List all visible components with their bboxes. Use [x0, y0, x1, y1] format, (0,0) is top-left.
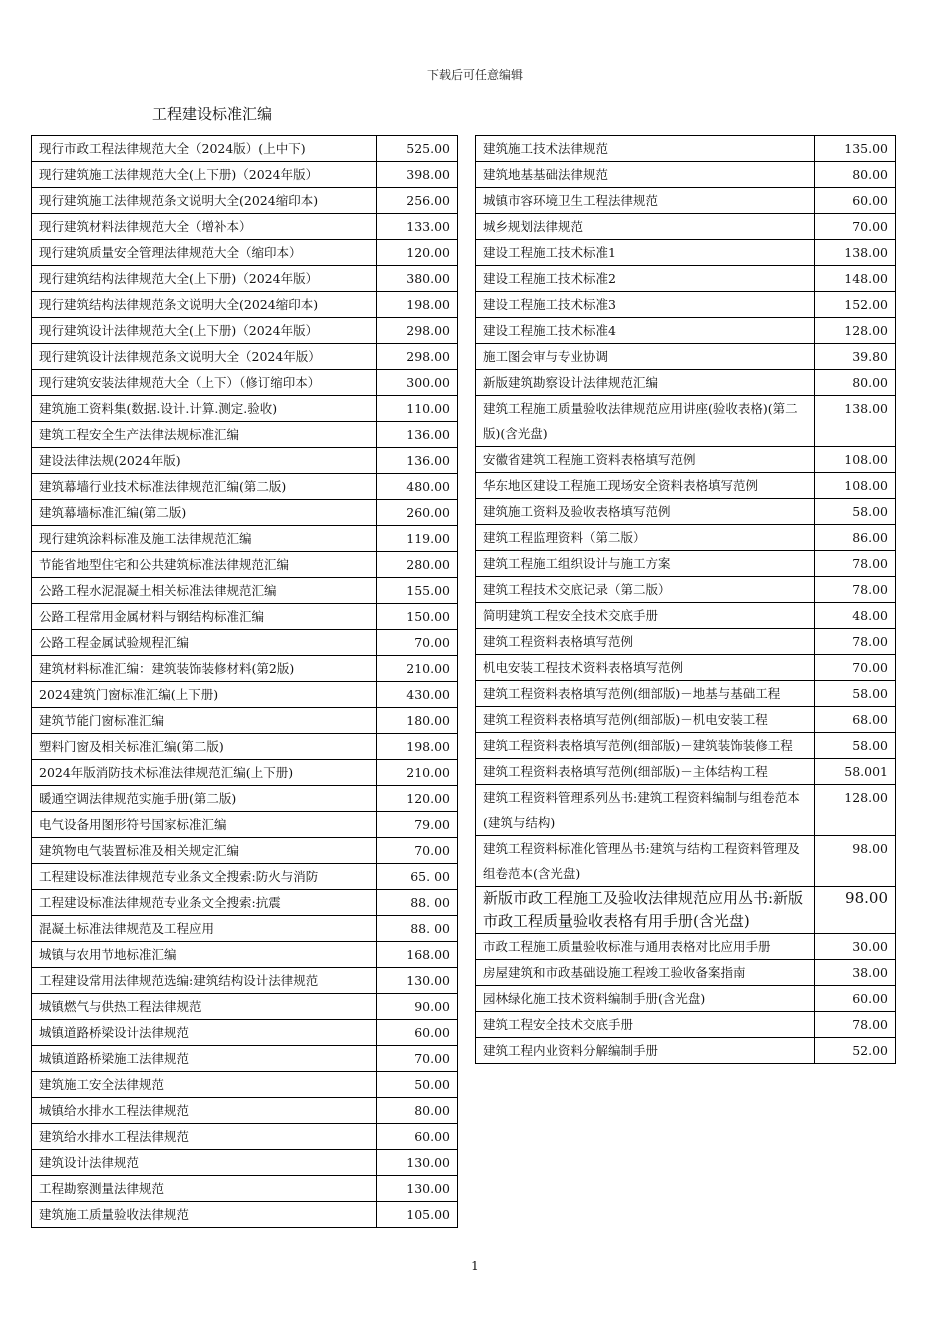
- book-title: 建筑工程资料表格填写范例(细部版)－主体结构工程: [476, 759, 815, 785]
- book-title: 建筑工程施工组织设计与施工方案: [476, 551, 815, 577]
- book-title: 工程建设标准法律规范专业条文全搜索:防火与消防: [32, 864, 377, 890]
- table-row: [32, 682, 458, 708]
- book-price: 68.00: [815, 707, 896, 733]
- book-title: 建筑设计法律规范: [32, 1150, 377, 1176]
- table-row: [32, 734, 458, 760]
- table-row: [32, 318, 458, 344]
- book-price: 60.00: [377, 1020, 458, 1046]
- table-row: [476, 785, 896, 836]
- table-row: [32, 864, 458, 890]
- book-title: 工程建设常用法律规范选编:建筑结构设计法律规范: [32, 968, 377, 994]
- left-price-table: [31, 135, 458, 1228]
- book-price: 70.00: [377, 1046, 458, 1072]
- book-title: 现行建筑施工法律规范大全(上下册)（2024年版）: [32, 162, 377, 188]
- book-title: 现行建筑设计法律规范大全(上下册)（2024年版）: [32, 318, 377, 344]
- book-price: 128.00: [815, 785, 896, 836]
- book-title: 工程建设标准法律规范专业条文全搜索:抗震: [32, 890, 377, 916]
- book-price: 52.00: [815, 1038, 896, 1064]
- header-note: 下载后可任意编辑: [426, 68, 523, 82]
- book-price: 430.00: [377, 682, 458, 708]
- book-title: 现行建筑涂料标准及施工法律规范汇编: [32, 526, 377, 552]
- table-row: [476, 836, 896, 887]
- book-price: 105.00: [377, 1202, 458, 1228]
- book-price: 98.00: [815, 836, 896, 887]
- book-price: 119.00: [377, 526, 458, 552]
- book-price: 70.00: [815, 214, 896, 240]
- document-title: 工程建设标准汇编: [152, 105, 273, 123]
- table-row: [32, 552, 458, 578]
- book-title: 混凝土标准法律规范及工程应用: [32, 916, 377, 942]
- table-row: [32, 968, 458, 994]
- book-price: 120.00: [377, 240, 458, 266]
- table-row: [476, 525, 896, 551]
- table-row: [476, 136, 896, 162]
- book-title: 建筑工程资料表格填写范例(细部版)－机电安装工程: [476, 707, 815, 733]
- book-title: 建设法律法规(2024年版): [32, 448, 377, 474]
- book-price: 480.00: [377, 474, 458, 500]
- table-row: [32, 1098, 458, 1124]
- book-price: 298.00: [377, 318, 458, 344]
- book-price: 98.00: [815, 887, 896, 934]
- table-row: [32, 656, 458, 682]
- book-title: 建筑工程资料表格填写范例(细部版)－地基与基础工程: [476, 681, 815, 707]
- book-price: 80.00: [815, 370, 896, 396]
- book-title: 建筑工程资料管理系列丛书:建筑工程资料编制与组卷范本(建筑与结构): [476, 785, 815, 836]
- page-number: 1: [471, 1259, 479, 1273]
- book-title: 安徽省建筑工程施工资料表格填写范例: [476, 447, 815, 473]
- table-row: [476, 318, 896, 344]
- table-row: [32, 604, 458, 630]
- book-price: 60.00: [377, 1124, 458, 1150]
- book-title: 城镇与农用节地标准汇编: [32, 942, 377, 968]
- table-row: [32, 422, 458, 448]
- book-title: 现行市政工程法律规范大全（2024版）(上中下): [32, 136, 377, 162]
- book-price: 398.00: [377, 162, 458, 188]
- book-price: 300.00: [377, 370, 458, 396]
- book-title: 建设工程施工技术标准3: [476, 292, 815, 318]
- book-price: 133.00: [377, 214, 458, 240]
- book-title: 建筑工程内业资料分解编制手册: [476, 1038, 815, 1064]
- book-price: 256.00: [377, 188, 458, 214]
- book-title: 建筑给水排水工程法律规范: [32, 1124, 377, 1150]
- table-row: [476, 577, 896, 603]
- table-row: [32, 1072, 458, 1098]
- book-title: 城镇市容环境卫生工程法律规范: [476, 188, 815, 214]
- book-price: 79.00: [377, 812, 458, 838]
- book-title: 公路工程水泥混凝土相关标准法律规范汇编: [32, 578, 377, 604]
- table-row: [32, 292, 458, 318]
- right-price-table: [475, 135, 896, 1064]
- table-row: [32, 240, 458, 266]
- book-price: 130.00: [377, 968, 458, 994]
- book-price: 58.001: [815, 759, 896, 785]
- table-row: [476, 292, 896, 318]
- book-price: 58.00: [815, 681, 896, 707]
- book-price: 136.00: [377, 422, 458, 448]
- book-price: 138.00: [815, 396, 896, 447]
- table-row: [476, 681, 896, 707]
- book-title: 工程勘察测量法律规范: [32, 1176, 377, 1202]
- book-title: 建筑施工资料集(数据.设计.计算.测定.验收): [32, 396, 377, 422]
- table-row: [476, 986, 896, 1012]
- book-title: 建筑幕墙标准汇编(第二版): [32, 500, 377, 526]
- table-row: [476, 960, 896, 986]
- book-title: 建设工程施工技术标准1: [476, 240, 815, 266]
- table-row: [476, 759, 896, 785]
- table-row: [32, 838, 458, 864]
- book-price: 525.00: [377, 136, 458, 162]
- book-title: 简明建筑工程安全技术交底手册: [476, 603, 815, 629]
- book-title: 现行建筑质量安全管理法律规范大全（缩印本）: [32, 240, 377, 266]
- book-price: 180.00: [377, 708, 458, 734]
- table-row: [476, 499, 896, 525]
- book-price: 380.00: [377, 266, 458, 292]
- book-title: 公路工程金属试验规程汇编: [32, 630, 377, 656]
- table-row: [476, 1012, 896, 1038]
- book-price: 136.00: [377, 448, 458, 474]
- book-price: 108.00: [815, 473, 896, 499]
- book-title: 建筑施工技术法律规范: [476, 136, 815, 162]
- book-price: 65. 00: [377, 864, 458, 890]
- book-title: 现行建筑结构法律规范条文说明大全(2024缩印本): [32, 292, 377, 318]
- table-row: [32, 500, 458, 526]
- book-title: 塑料门窗及相关标准汇编(第二版): [32, 734, 377, 760]
- table-row: [476, 188, 896, 214]
- book-title: 建筑物电气装置标准及相关规定汇编: [32, 838, 377, 864]
- book-title: 建筑施工资料及验收表格填写范例: [476, 499, 815, 525]
- book-price: 135.00: [815, 136, 896, 162]
- book-price: 150.00: [377, 604, 458, 630]
- table-row: [32, 708, 458, 734]
- book-title: 城镇道路桥梁设计法律规范: [32, 1020, 377, 1046]
- book-title: 华东地区建设工程施工现场安全资料表格填写范例: [476, 473, 815, 499]
- table-row: [476, 473, 896, 499]
- book-price: 88. 00: [377, 916, 458, 942]
- table-row: [32, 266, 458, 292]
- table-row: [32, 1150, 458, 1176]
- book-price: 130.00: [377, 1176, 458, 1202]
- book-price: 80.00: [815, 162, 896, 188]
- table-row: [32, 474, 458, 500]
- book-title: 建筑工程技术交底记录（第二版）: [476, 577, 815, 603]
- book-price: 58.00: [815, 733, 896, 759]
- table-row: [32, 942, 458, 968]
- book-price: 210.00: [377, 760, 458, 786]
- book-title: 现行建筑施工法律规范条文说明大全(2024缩印本): [32, 188, 377, 214]
- book-title: 建筑工程安全技术交底手册: [476, 1012, 815, 1038]
- book-title: 2024年版消防技术标准法律规范汇编(上下册): [32, 760, 377, 786]
- book-price: 48.00: [815, 603, 896, 629]
- book-title: 节能省地型住宅和公共建筑标准法律规范汇编: [32, 552, 377, 578]
- table-row: [476, 344, 896, 370]
- book-price: 148.00: [815, 266, 896, 292]
- book-title: 建设工程施工技术标准4: [476, 318, 815, 344]
- table-row: [476, 214, 896, 240]
- book-price: 108.00: [815, 447, 896, 473]
- book-price: 198.00: [377, 734, 458, 760]
- book-title: 建筑工程监理资料（第二版）: [476, 525, 815, 551]
- book-title: 城乡规划法律规范: [476, 214, 815, 240]
- book-title: 公路工程常用金属材料与钢结构标准汇编: [32, 604, 377, 630]
- table-row: [32, 994, 458, 1020]
- book-price: 58.00: [815, 499, 896, 525]
- table-row: [476, 629, 896, 655]
- book-title: 暖通空调法律规范实施手册(第二版): [32, 786, 377, 812]
- table-row: [476, 733, 896, 759]
- table-row: [476, 266, 896, 292]
- book-title: 新版建筑勘察设计法律规范汇编: [476, 370, 815, 396]
- table-row: [32, 812, 458, 838]
- book-price: 70.00: [815, 655, 896, 681]
- table-row: [476, 370, 896, 396]
- table-row: [32, 1046, 458, 1072]
- book-price: 70.00: [377, 838, 458, 864]
- book-price: 120.00: [377, 786, 458, 812]
- book-price: 39.80: [815, 344, 896, 370]
- book-title: 建筑工程安全生产法律法规标准汇编: [32, 422, 377, 448]
- book-price: 60.00: [815, 986, 896, 1012]
- book-title: 建筑工程施工质量验收法律规范应用讲座(验收表格)(第二版)(含光盘): [476, 396, 815, 447]
- book-price: 130.00: [377, 1150, 458, 1176]
- table-row: [32, 136, 458, 162]
- book-price: 80.00: [377, 1098, 458, 1124]
- book-title: 建筑施工质量验收法律规范: [32, 1202, 377, 1228]
- table-row: [476, 1038, 896, 1064]
- book-title: 建筑材料标准汇编：建筑装饰装修材料(第2版): [32, 656, 377, 682]
- book-price: 90.00: [377, 994, 458, 1020]
- book-title: 现行建筑材料法律规范大全（增补本）: [32, 214, 377, 240]
- book-price: 38.00: [815, 960, 896, 986]
- book-price: 298.00: [377, 344, 458, 370]
- table-row: [32, 448, 458, 474]
- table-row: [32, 916, 458, 942]
- book-price: 86.00: [815, 525, 896, 551]
- book-price: 78.00: [815, 577, 896, 603]
- table-row: [476, 603, 896, 629]
- book-title: 施工图会审与专业协调: [476, 344, 815, 370]
- book-title: 2024建筑门窗标准汇编(上下册): [32, 682, 377, 708]
- book-price: 155.00: [377, 578, 458, 604]
- book-price: 280.00: [377, 552, 458, 578]
- table-row: [32, 526, 458, 552]
- book-price: 152.00: [815, 292, 896, 318]
- book-title: 电气设备用图形符号国家标准汇编: [32, 812, 377, 838]
- book-title: 园林绿化施工技术资料编制手册(含光盘): [476, 986, 815, 1012]
- book-price: 168.00: [377, 942, 458, 968]
- table-row: [32, 890, 458, 916]
- book-title: 城镇给水排水工程法律规范: [32, 1098, 377, 1124]
- table-row: [476, 707, 896, 733]
- book-price: 30.00: [815, 934, 896, 960]
- book-title: 城镇燃气与供热工程法律规范: [32, 994, 377, 1020]
- table-row: [32, 578, 458, 604]
- table-row: [476, 934, 896, 960]
- book-title: 机电安装工程技术资料表格填写范例: [476, 655, 815, 681]
- table-row: [476, 655, 896, 681]
- table-row: [32, 370, 458, 396]
- book-price: 128.00: [815, 318, 896, 344]
- book-title: 建设工程施工技术标准2: [476, 266, 815, 292]
- book-title: 建筑工程资料标准化管理丛书:建筑与结构工程资料管理及组卷范本(含光盘): [476, 836, 815, 887]
- book-title: 现行建筑结构法律规范大全(上下册)（2024年版）: [32, 266, 377, 292]
- table-row: [32, 760, 458, 786]
- table-row: [476, 551, 896, 577]
- book-title: 房屋建筑和市政基础设施工程竣工验收备案指南: [476, 960, 815, 986]
- book-price: 78.00: [815, 1012, 896, 1038]
- table-row: [32, 1202, 458, 1228]
- book-price: 60.00: [815, 188, 896, 214]
- table-row: [32, 396, 458, 422]
- table-row: [32, 630, 458, 656]
- table-row: [32, 188, 458, 214]
- book-title: 现行建筑安装法律规范大全（上下）（修订缩印本）: [32, 370, 377, 396]
- table-row: [476, 162, 896, 188]
- book-title: 建筑地基基础法律规范: [476, 162, 815, 188]
- table-row: [32, 214, 458, 240]
- book-title: 现行建筑设计法律规范条文说明大全（2024年版）: [32, 344, 377, 370]
- book-price: 110.00: [377, 396, 458, 422]
- table-row: [32, 1124, 458, 1150]
- book-price: 88. 00: [377, 890, 458, 916]
- table-row: [32, 1020, 458, 1046]
- book-title: 市政工程施工质量验收标准与通用表格对比应用手册: [476, 934, 815, 960]
- table-row: [32, 1176, 458, 1202]
- table-row: [476, 887, 896, 934]
- book-title: 建筑幕墙行业技术标准法律规范汇编(第二版): [32, 474, 377, 500]
- book-price: 198.00: [377, 292, 458, 318]
- book-price: 138.00: [815, 240, 896, 266]
- book-title: 新版市政工程施工及验收法律规范应用丛书:新版市政工程质量验收表格有用手册(含光盘): [476, 887, 815, 934]
- book-price: 210.00: [377, 656, 458, 682]
- table-row: [476, 396, 896, 447]
- book-price: 78.00: [815, 551, 896, 577]
- book-title: 建筑节能门窗标准汇编: [32, 708, 377, 734]
- book-title: 城镇道路桥梁施工法律规范: [32, 1046, 377, 1072]
- book-title: 建筑工程资料表格填写范例(细部版)－建筑装饰装修工程: [476, 733, 815, 759]
- table-row: [476, 240, 896, 266]
- table-row: [476, 447, 896, 473]
- book-price: 70.00: [377, 630, 458, 656]
- book-price: 260.00: [377, 500, 458, 526]
- table-row: [32, 162, 458, 188]
- book-title: 建筑施工安全法律规范: [32, 1072, 377, 1098]
- book-price: 50.00: [377, 1072, 458, 1098]
- book-price: 78.00: [815, 629, 896, 655]
- book-title: 建筑工程资料表格填写范例: [476, 629, 815, 655]
- table-row: [32, 344, 458, 370]
- table-row: [32, 786, 458, 812]
